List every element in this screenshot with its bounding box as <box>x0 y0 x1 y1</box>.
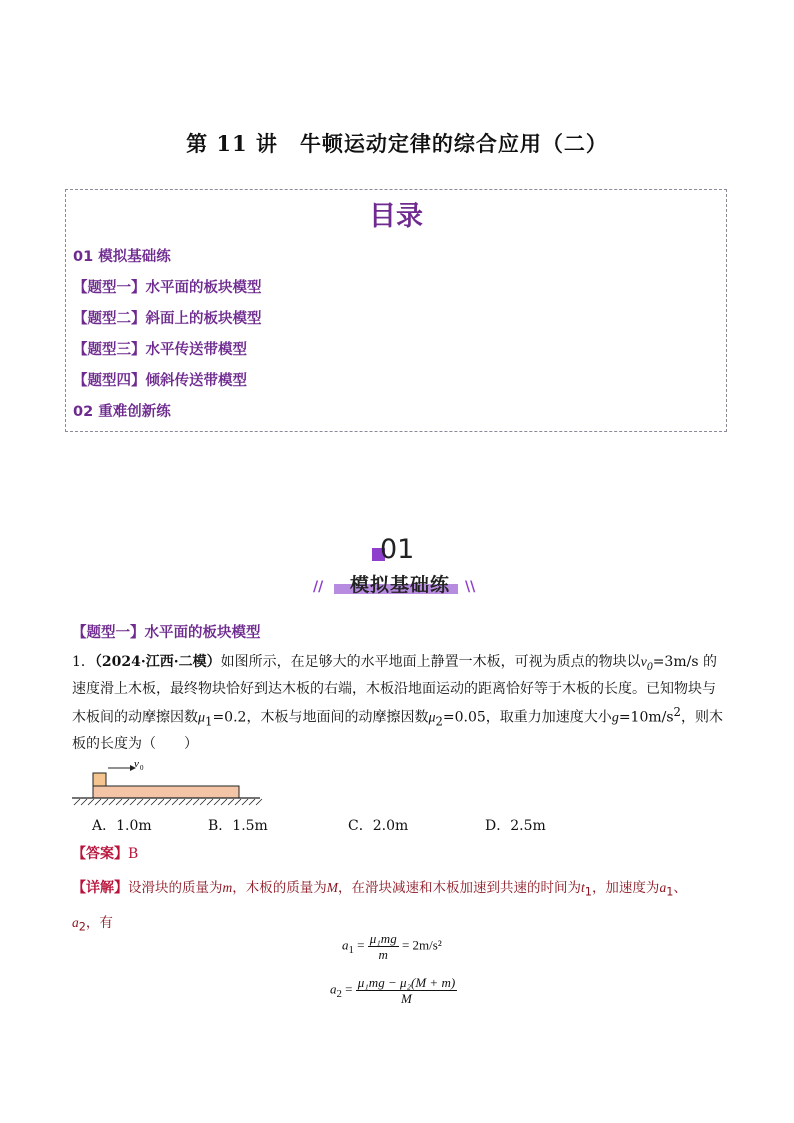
v0-label: v <box>134 758 139 770</box>
detail-explanation: 【详解】设滑块的质量为m，木板的质量为M，在滑块减速和木板加速到共速的时间为$t_1$，加速度为$a_1$、 $a_2$，有 <box>72 880 687 934</box>
answer <box>72 843 138 863</box>
board-block-figure <box>70 756 270 812</box>
slash-left-decoration: // <box>313 579 324 595</box>
toc-item[interactable]: 02 重难创新练 <box>73 404 171 420</box>
option-a[interactable]: A．1.0m <box>92 818 152 834</box>
section-name: 模拟基础练 <box>349 574 450 596</box>
option-c[interactable]: C．2.0m <box>348 818 409 834</box>
equation-2: $a_2$ = $\frac{\text{μ₁mg − μ₂(M + m)}}{M}$ <box>330 975 456 1006</box>
toc-item[interactable]: 【题型四】倾斜传送带模型 <box>73 373 247 389</box>
toc-heading: 目录 <box>369 201 423 232</box>
equation-1: $a_1$ = $\frac{\text{μ₁mg}}{m}$ = 2m/s² <box>342 931 442 962</box>
question-text: 1．（2024·江西·二模）如图所示，在足够大的水平地面上静置一木板，可视为质点的物块以$v_0=3m/s$ 的速度滑上木板，最终物块恰好到达木板的右端，木板沿地面运动的距离恰好等于木板的长度。已知物块与木板间的动摩擦因数$\mu_1=0.2$，木板与地面间的动摩擦因数$\mu_2=0.05$，取重力加速度大小$g=10m/s^2$，则木板的长度为（ ） <box>72 654 723 753</box>
section-badge <box>300 532 500 602</box>
toc-item[interactable]: 【题型二】斜面上的板块模型 <box>73 311 262 327</box>
section-number: 01 <box>380 534 415 565</box>
slash-right-decoration: \\ <box>465 579 476 595</box>
question-type-heading: 【题型一】水平面的板块模型 <box>72 625 261 641</box>
page-title: 第 11 讲 牛顿运动定律的综合应用（二） <box>186 131 608 156</box>
block-shape <box>93 773 106 786</box>
ground-hatch <box>74 799 262 805</box>
board-shape <box>93 786 239 798</box>
table-of-contents <box>65 189 727 432</box>
v0-subscript: 0 <box>140 764 144 772</box>
toc-item[interactable]: 01 模拟基础练 <box>73 249 171 265</box>
toc-list <box>73 247 262 433</box>
option-d[interactable]: D．2.5m <box>485 818 546 834</box>
detail-label: 【详解】 <box>72 880 128 896</box>
answer-value: B <box>128 846 139 862</box>
answer-label: 【答案】 <box>72 846 128 862</box>
option-b[interactable]: B．1.5m <box>208 818 268 834</box>
toc-item[interactable]: 【题型一】水平面的板块模型 <box>73 280 262 296</box>
toc-item[interactable]: 【题型三】水平传送带模型 <box>73 342 247 358</box>
